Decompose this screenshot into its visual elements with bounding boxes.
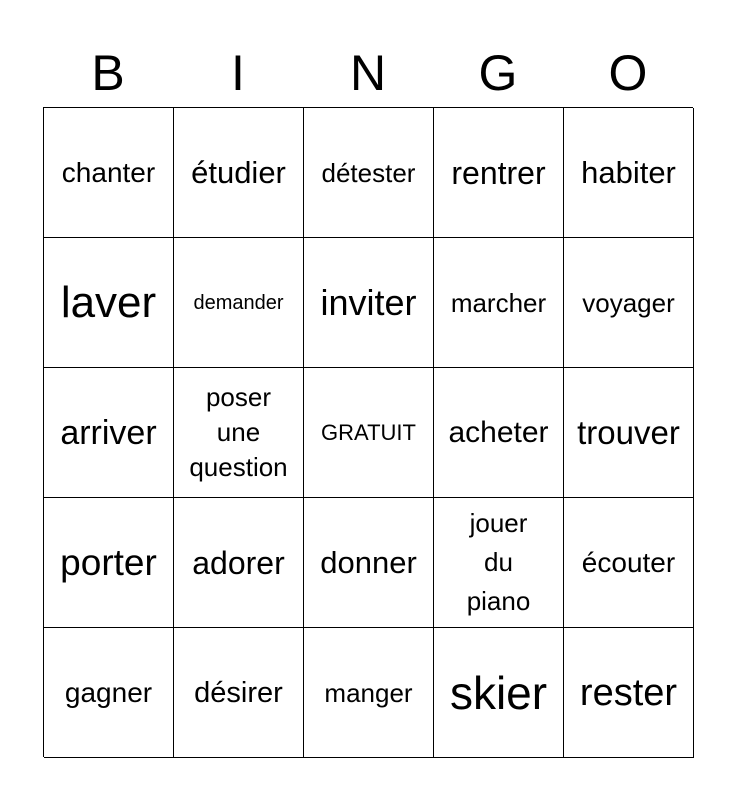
cell-label: chanter	[61, 156, 156, 188]
cell-label: rester	[579, 671, 678, 714]
bingo-cell[interactable]	[434, 628, 564, 758]
bingo-cell[interactable]	[304, 498, 434, 628]
bingo-cell[interactable]	[44, 628, 174, 758]
cell-label: GRATUIT	[321, 419, 416, 445]
bingo-cell[interactable]	[174, 498, 304, 628]
bingo-cell[interactable]	[564, 498, 694, 628]
cell-label: habiter	[581, 154, 676, 190]
cell-label: marcher	[450, 287, 547, 318]
bingo-cell[interactable]	[564, 108, 694, 238]
bingo-cell[interactable]	[304, 368, 434, 498]
bingo-cell[interactable]	[434, 108, 564, 238]
bingo-cell[interactable]	[564, 628, 694, 758]
cell-label: acheter	[448, 415, 549, 449]
cell-label: gagner	[64, 676, 153, 708]
header-letter-i: I	[231, 45, 245, 101]
cell-label: voyager	[582, 287, 675, 318]
cell-label: détester	[321, 157, 416, 188]
bingo-cell[interactable]	[434, 368, 564, 498]
bingo-cell[interactable]	[304, 238, 434, 368]
cell-label: arriver	[60, 413, 157, 452]
bingo-header	[43, 40, 693, 106]
bingo-cell[interactable]	[564, 238, 694, 368]
bingo-cell[interactable]	[304, 628, 434, 758]
cell-label: skier	[449, 666, 548, 719]
header-letter-b: B	[91, 45, 125, 101]
bingo-cell[interactable]	[174, 368, 304, 498]
bingo-cell[interactable]	[44, 498, 174, 628]
cell-label: laver	[60, 277, 157, 327]
header-letter-g: G	[478, 45, 518, 101]
bingo-cell[interactable]	[304, 108, 434, 238]
cell-label: désirer	[194, 676, 283, 709]
header-letter-n: N	[349, 45, 387, 101]
bingo-cell[interactable]	[44, 108, 174, 238]
bingo-cell[interactable]	[434, 498, 564, 628]
cell-label: trouver	[577, 413, 680, 451]
bingo-cell[interactable]	[44, 368, 174, 498]
cell-label: manger	[324, 677, 413, 708]
cell-label: écouter	[581, 546, 676, 578]
cell-label: porter	[60, 541, 157, 583]
header-letter-o: O	[608, 45, 648, 101]
cell-label: donner	[320, 544, 417, 580]
bingo-cell[interactable]	[174, 238, 304, 368]
bingo-cell[interactable]	[44, 238, 174, 368]
cell-label: inviter	[320, 281, 417, 323]
cell-label: adorer	[192, 544, 285, 581]
cell-label: rentrer	[451, 154, 546, 191]
bingo-cell[interactable]	[434, 238, 564, 368]
cell-label: demander	[193, 291, 284, 314]
bingo-cell[interactable]	[174, 108, 304, 238]
bingo-cell[interactable]	[564, 368, 694, 498]
bingo-board	[43, 107, 693, 757]
cell-label: étudier	[191, 154, 286, 190]
cell-label: jouer du piano	[466, 508, 531, 616]
bingo-cell[interactable]	[174, 628, 304, 758]
cell-label: poser une question	[189, 382, 288, 482]
